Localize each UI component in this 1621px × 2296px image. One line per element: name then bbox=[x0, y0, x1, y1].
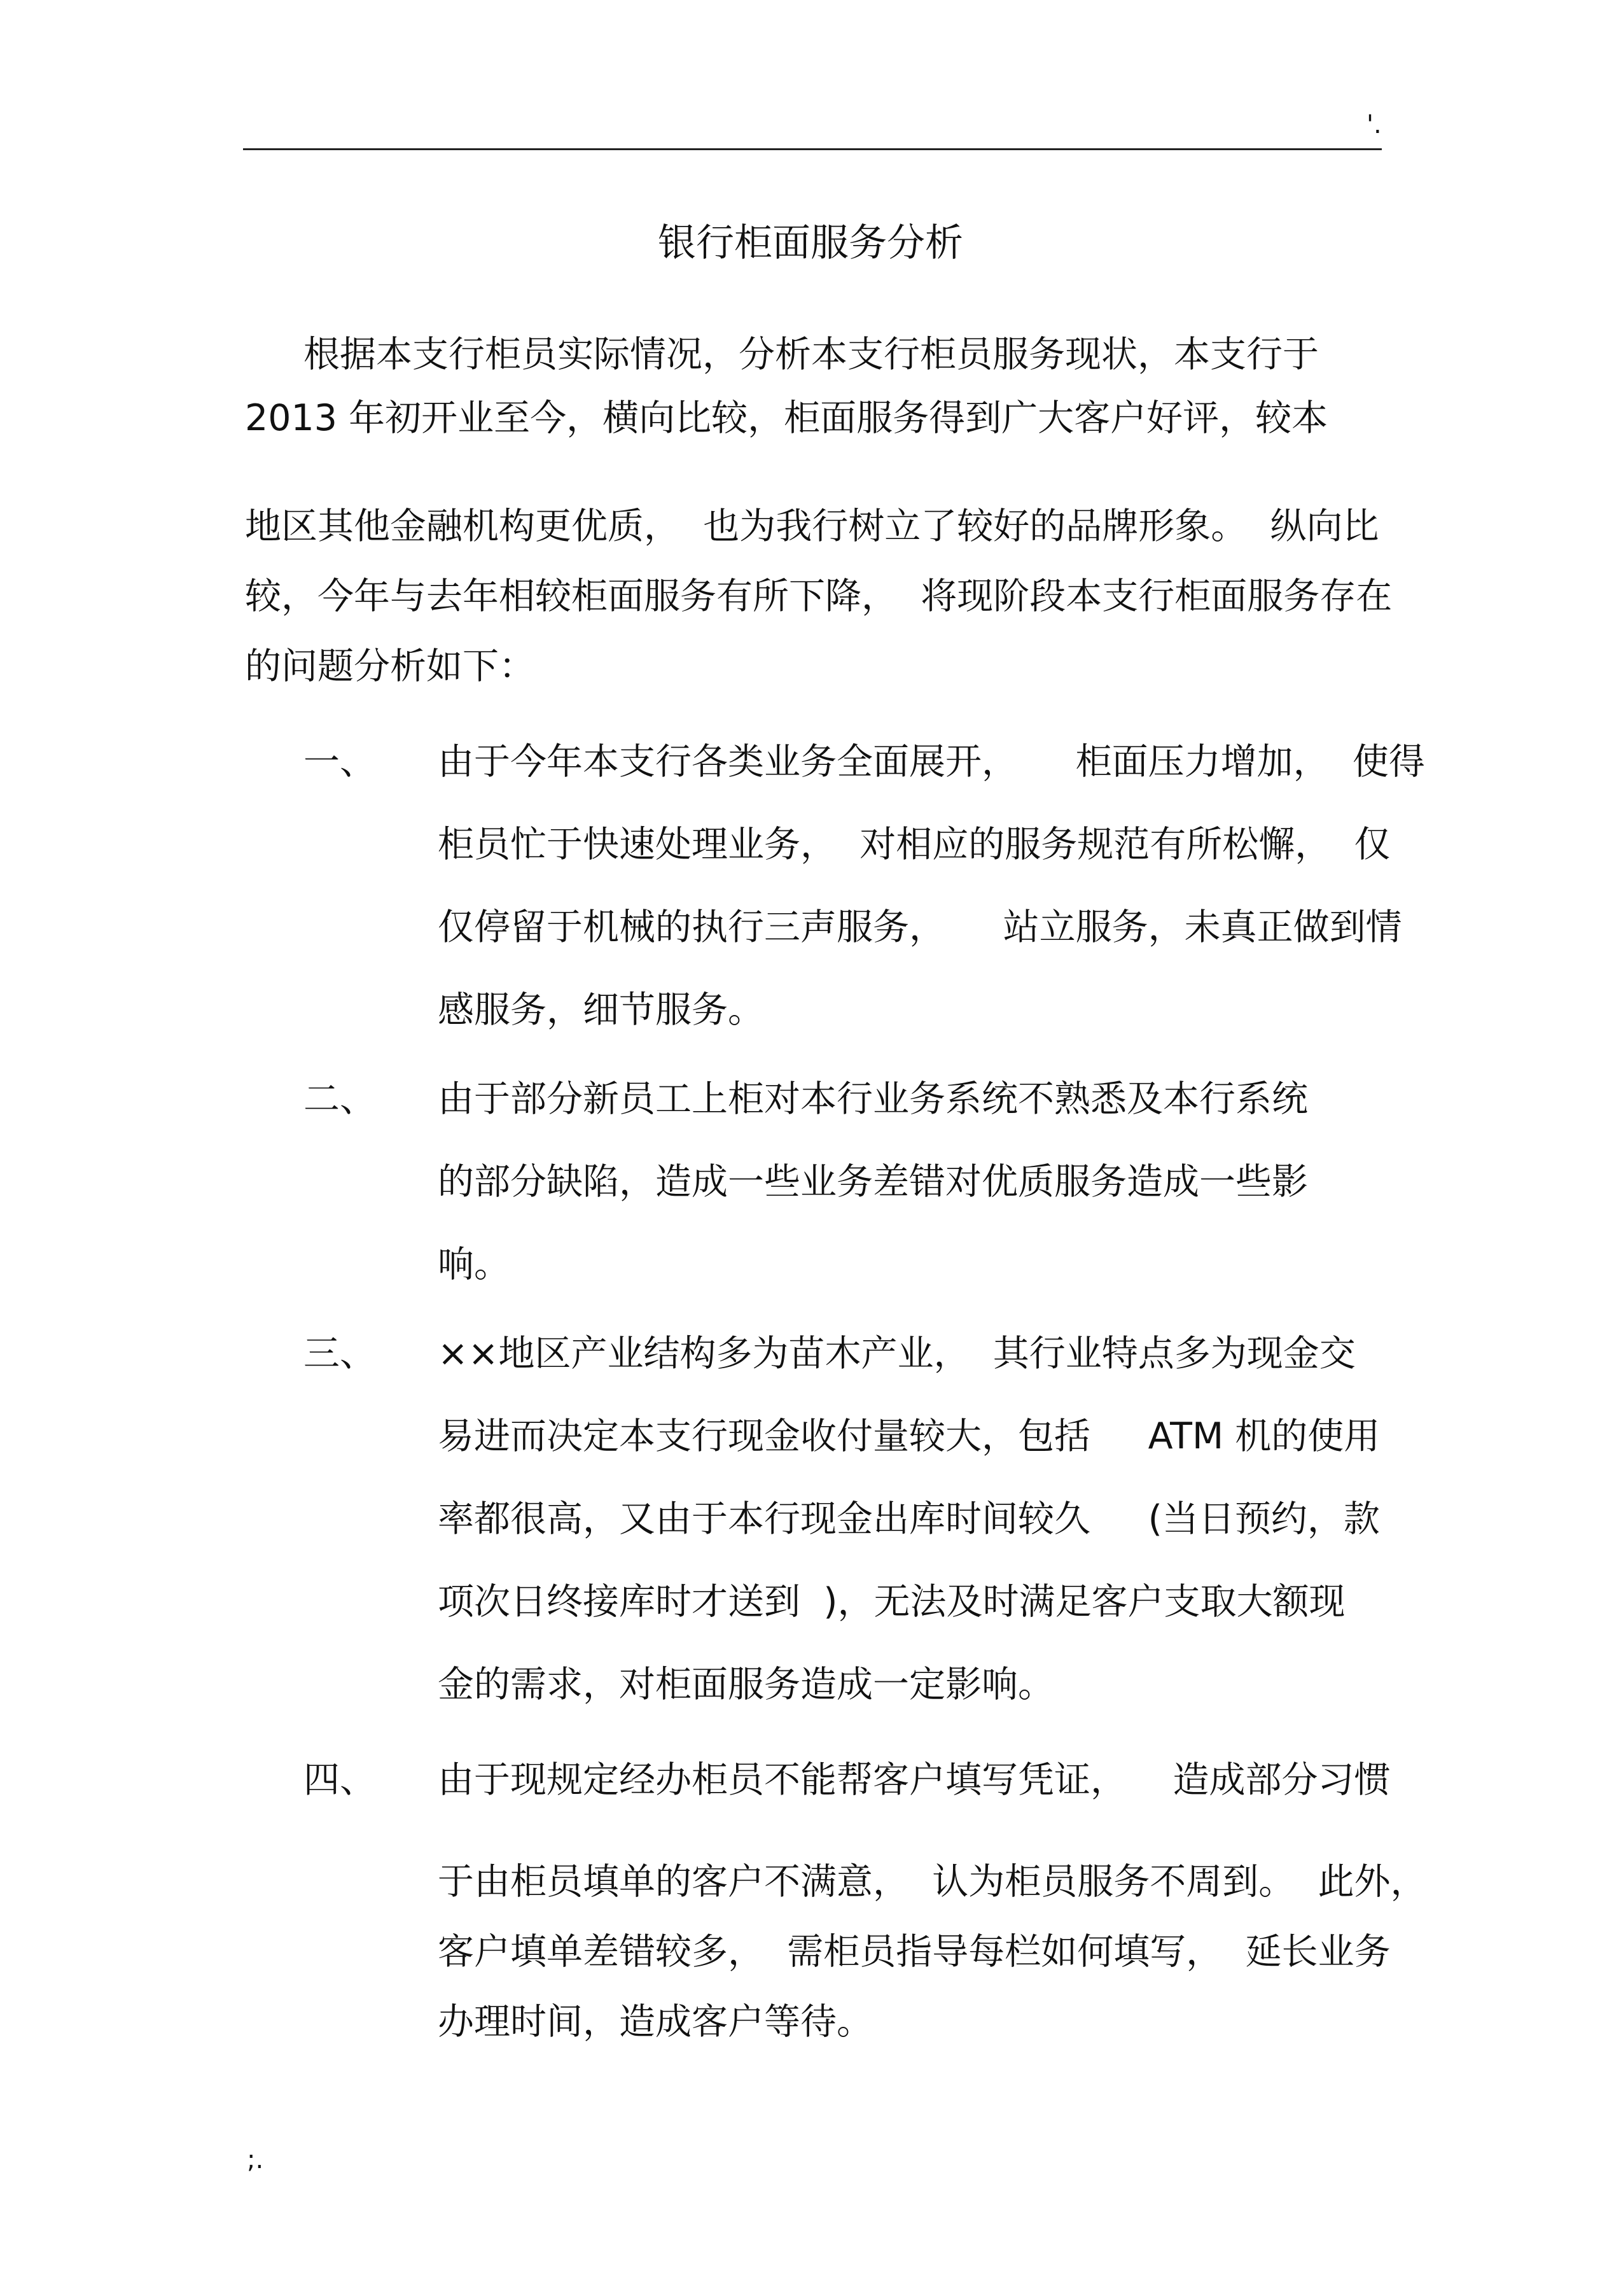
item-line: 办理时间，造成客户等待。 bbox=[438, 2001, 873, 2043]
intro-line: 的问题分析如下： bbox=[245, 645, 535, 687]
document-title: 银行柜面服务分析 bbox=[658, 221, 963, 265]
item-line: 于由柜员填单的客户不满意， 认为柜员服务不周到。 此外， bbox=[438, 1861, 1427, 1903]
item-number: 二、 bbox=[303, 1078, 376, 1120]
item-line: ××地区产业结构多为苗木产业， 其行业特点多为现金交 bbox=[438, 1333, 1356, 1375]
item-line: 响。 bbox=[438, 1243, 510, 1285]
intro-line: 较，今年与去年相较柜面服务有所下降， 将现阶段本支行柜面服务存在 bbox=[245, 575, 1393, 617]
item-line: 的部分缺陷，造成一些业务差错对优质服务造成一些影 bbox=[438, 1161, 1308, 1203]
item-line: 感服务，细节服务。 bbox=[438, 989, 764, 1031]
item-line: 仅停留于机械的执行三声服务， 站立服务，未真正做到情 bbox=[438, 906, 1402, 948]
item-line: 柜员忙于快速处理业务， 对相应的服务规范有所松懈， 仅 bbox=[438, 823, 1391, 865]
intro-line: 地区其他金融机构更优质， 也为我行树立了较好的品牌形象。 纵向比 bbox=[245, 505, 1379, 547]
item-line: 项次日终接库时才送到 )，无法及时满足客户支取大额现 bbox=[438, 1581, 1346, 1623]
footer-mark: ;. bbox=[247, 2145, 264, 2174]
item-line: 金的需求，对柜面服务造成一定影响。 bbox=[438, 1663, 1054, 1705]
item-line: 由于今年本支行各类业务全面展开， 柜面压力增加， 使得 bbox=[438, 741, 1425, 783]
item-line: 客户填单差错较多， 需柜员指导每栏如何填写， 延长业务 bbox=[438, 1931, 1391, 1973]
item-line: 率都很高，又由于本行现金出库时间较久 (当日预约，款 bbox=[438, 1498, 1380, 1540]
item-line: 由于现规定经办柜员不能帮客户填写凭证， 造成部分习惯 bbox=[438, 1759, 1391, 1801]
header-mark: '. bbox=[1367, 110, 1382, 139]
item-number: 四、 bbox=[303, 1759, 376, 1801]
intro-line: 根据本支行柜员实际情况，分析本支行柜员服务现状，本支行于 bbox=[303, 333, 1319, 375]
intro-line: 2013 年初开业至今，横向比较，柜面服务得到广大客户好评，较本 bbox=[245, 397, 1328, 439]
header-rule bbox=[243, 148, 1382, 150]
item-number: 三、 bbox=[303, 1333, 376, 1375]
item-number: 一、 bbox=[303, 741, 376, 783]
item-line: 由于部分新员工上柜对本行业务系统不熟悉及本行系统 bbox=[438, 1078, 1308, 1120]
item-line: 易进而决定本支行现金收付量较大，包括 ATM 机的使用 bbox=[438, 1415, 1381, 1457]
